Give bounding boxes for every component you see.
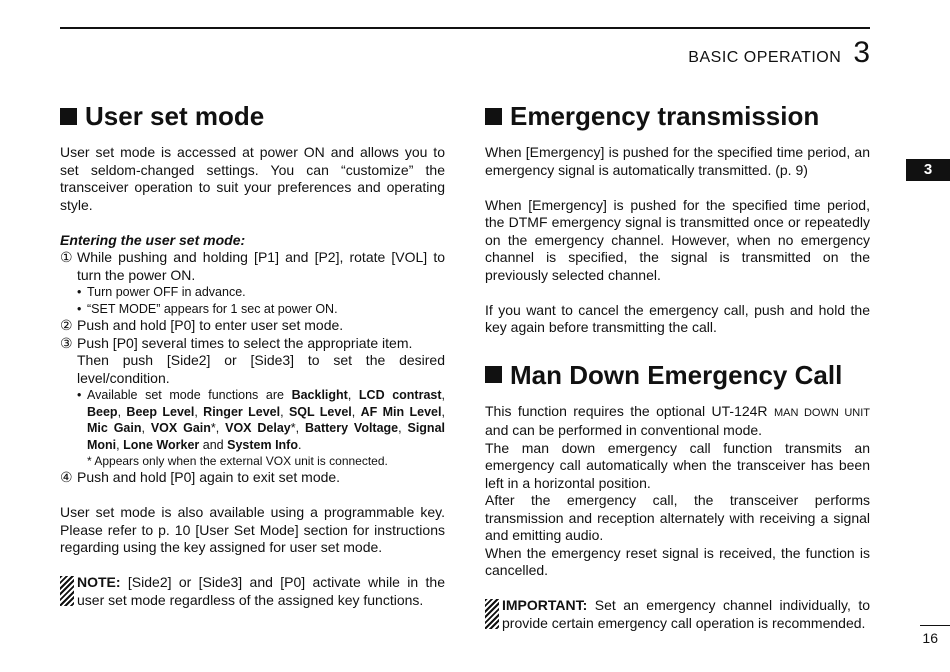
step-4: ④ Push and hold [P0] again to exit set mode. <box>60 469 341 485</box>
intro-paragraph: User set mode is accessed at power ON and allows you to set seldom-changed settings. You can “customize” the transceiver operation to suit your preferences and operating style. <box>60 144 445 213</box>
sub-heading: Entering the user set mode: <box>60 231 246 248</box>
step-1: ① While pushing and holding [P1] and [P2], rotate [VOL] to turn the power ON. <box>60 249 445 283</box>
right-column <box>485 100 870 632</box>
important-hatch-icon <box>485 599 499 629</box>
man-down-paragraph-3: After the emergency call, the transceiver performs transmission and reception alternately with receiving a signal and emitting audio. <box>485 492 870 543</box>
step-3: ③ Push [P0] several times to select the appropriate item. <box>60 334 413 351</box>
page-header <box>688 36 870 70</box>
square-bullet-icon <box>60 108 77 125</box>
man-down-paragraph-2: The man down emergency call function transmits an emergency call automatically when the transceiver has been left in a horizontal position. <box>485 439 870 491</box>
section-title-emergency-transmission: Emergency transmission <box>485 100 870 132</box>
chapter-title: BASIC OPERATION <box>688 49 842 66</box>
asterisk-note: * Appears only when the external VOX unit is connected. <box>87 454 388 468</box>
emergency-paragraph-3: If you want to cancel the emergency call, push and hold the key again before transmitting the call. <box>485 301 870 335</box>
man-down-paragraph-4: When the emergency reset signal is received, the function is cancelled. <box>485 544 870 578</box>
square-bullet-icon <box>485 366 502 383</box>
functions-bullet: • Available set mode functions are Backlight, LCD contrast, Beep, Beep Level, Ringer Level, SQL Level, AF Min Level, Mic Gain, VOX Gain*, VOX Delay*, Battery Voltage, Signal Moni, Lone Worker and System Info. <box>77 388 445 452</box>
emergency-paragraph-1: When [Emergency] is pushed for the specified time period, an emergency signal is automatically transmitted. (p. 9) <box>485 144 870 178</box>
important-box: IMPORTANT: Set an emergency channel individually, to provide certain emergency call operation is recommended. <box>485 597 870 632</box>
bullet-2: • “SET MODE” appears for 1 sec at power ON. <box>77 301 338 316</box>
section-title-man-down: Man Down Emergency Call <box>485 359 870 391</box>
man-down-paragraph-1: This function requires the optional UT-124R MAN DOWN UNIT and can be performed in conventional mode. <box>485 402 871 438</box>
step-3-continuation: Then push [Side2] or [Side3] to set the desired level/condition. <box>77 352 445 386</box>
footer-rule <box>920 625 950 626</box>
emergency-paragraph-2: When [Emergency] is pushed for the specified time period, the DTMF emergency signal is transmitted once or repeatedly on the emergency channel. However, when no emergency channel is specified, the signal is transmitted on the previously selected channel. <box>485 196 870 283</box>
bullet-1: • Turn power OFF in advance. <box>77 285 246 299</box>
square-bullet-icon <box>485 108 502 125</box>
chapter-number: 3 <box>853 36 870 69</box>
left-column <box>60 100 445 609</box>
page-number: 16 <box>922 630 938 646</box>
top-rule <box>60 27 870 29</box>
programmable-key-paragraph: User set mode is also available using a programmable key. Please refer to p. 10 [User Set Mode] section for instructions regarding using the key assigned for user set mode. <box>60 504 445 555</box>
note-hatch-icon <box>60 576 74 606</box>
chapter-tab: 3 <box>906 159 950 181</box>
step-2: ② Push and hold [P0] to enter user set mode. <box>60 317 344 333</box>
note-box: NOTE: [Side2] or [Side3] and [P0] activate while in the user set mode regardless of the assigned key functions. <box>60 574 445 609</box>
section-title-user-set-mode: User set mode <box>60 100 445 132</box>
